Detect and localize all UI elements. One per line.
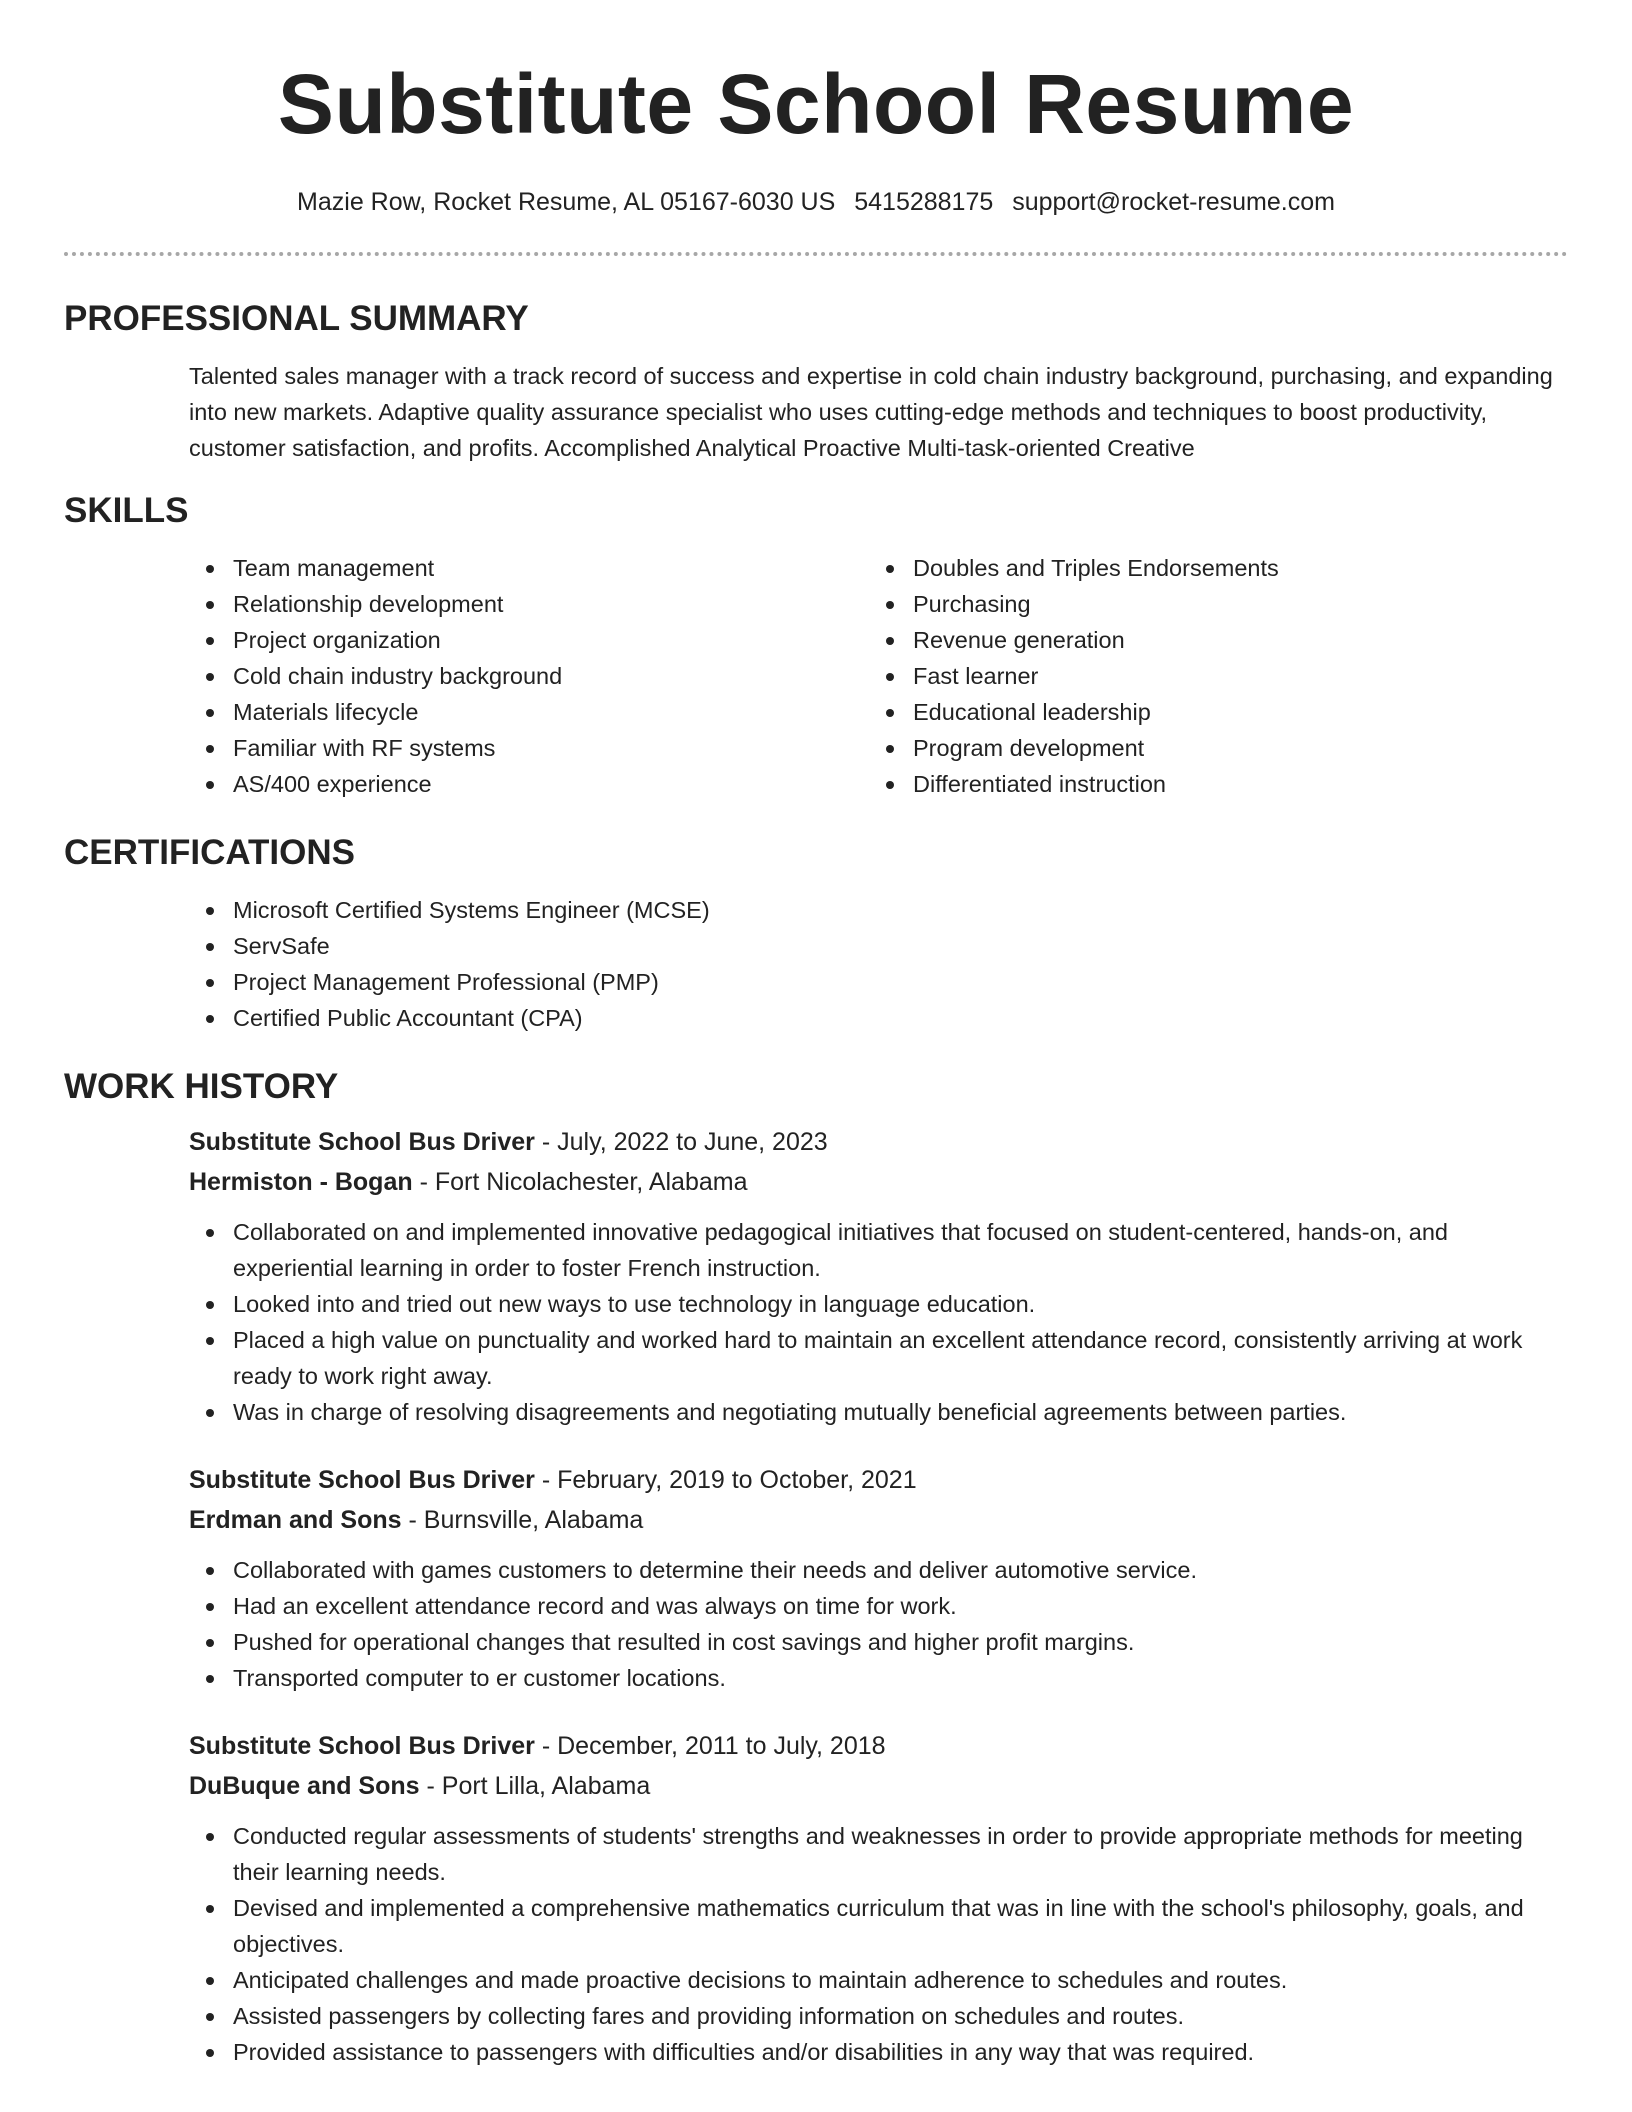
job-duty-item: Anticipated challenges and made proactive decisions to maintain adherence to schedules and routes. bbox=[189, 1962, 1568, 1998]
summary-text: Talented sales manager with a track record of success and expertise in cold chain industry background, purchasing, and expanding into new markets. Adaptive quality assurance specialist who uses cutting-edge methods and techniques to boost productivity, customer satisfaction, and profits. Accomplished Analytical Proactive Multi-task-oriented Creative bbox=[189, 363, 1553, 461]
skill-item: Project organization bbox=[189, 622, 869, 658]
skill-item: Doubles and Triples Endorsements bbox=[869, 550, 1549, 586]
job-duty-item: Conducted regular assessments of students' strengths and weaknesses in order to provide appropriate methods for meeting their learning needs. bbox=[189, 1818, 1568, 1890]
skill-item: Relationship development bbox=[189, 586, 869, 622]
skill-item: Materials lifecycle bbox=[189, 694, 869, 730]
job-duty-item: Had an excellent attendance record and was always on time for work. bbox=[189, 1588, 1568, 1624]
job-title: Substitute School Bus Driver bbox=[189, 1466, 535, 1494]
skill-item: Educational leadership bbox=[869, 694, 1549, 730]
job-dates: - July, 2022 to June, 2023 bbox=[534, 1128, 828, 1156]
job-dates: - December, 2011 to July, 2018 bbox=[534, 1732, 886, 1760]
skills-heading: SKILLS bbox=[64, 491, 189, 530]
job-duty-item: Devised and implemented a comprehensive mathematics curriculum that was in line with the school's philosophy, goals, and objectives. bbox=[189, 1890, 1568, 1962]
skills-column-right bbox=[869, 550, 1549, 802]
job-duty-item: Provided assistance to passengers with difficulties and/or disabilities in any way that was required. bbox=[189, 2034, 1568, 2070]
job-duty-item: Collaborated with games customers to determine their needs and deliver automotive service. bbox=[189, 1552, 1568, 1588]
skill-item: AS/400 experience bbox=[189, 766, 869, 802]
job-entry bbox=[189, 1460, 1568, 1696]
summary-section bbox=[189, 358, 1568, 466]
job-title: Substitute School Bus Driver bbox=[189, 1128, 535, 1156]
skill-item: Differentiated instruction bbox=[869, 766, 1549, 802]
contact-line bbox=[0, 186, 1632, 218]
job-company-line bbox=[189, 1162, 1568, 1202]
job-company-line bbox=[189, 1500, 1568, 1540]
work-history-heading: WORK HISTORY bbox=[64, 1067, 339, 1106]
contact-phone: 5415288175 bbox=[854, 188, 994, 216]
job-title-line bbox=[189, 1460, 1568, 1500]
job-location: - Fort Nicolachester, Alabama bbox=[412, 1168, 748, 1196]
contact-email: support@rocket-resume.com bbox=[1012, 188, 1335, 216]
job-duty-item: Transported computer to er customer locations. bbox=[189, 1660, 1568, 1696]
job-title: Substitute School Bus Driver bbox=[189, 1732, 535, 1760]
skill-item: Team management bbox=[189, 550, 869, 586]
certifications-section bbox=[189, 892, 1568, 1036]
certification-item: Project Management Professional (PMP) bbox=[189, 964, 1568, 1000]
job-title-line bbox=[189, 1122, 1568, 1162]
job-company: Hermiston - Bogan bbox=[189, 1168, 413, 1196]
job-duties bbox=[189, 1818, 1568, 2070]
skill-item: Program development bbox=[869, 730, 1549, 766]
skills-column-left bbox=[189, 550, 869, 802]
header-divider bbox=[64, 252, 1568, 256]
contact-address: Mazie Row, Rocket Resume, AL 05167-6030 US bbox=[297, 188, 836, 216]
job-duty-item: Was in charge of resolving disagreements and negotiating mutually beneficial agreements between parties. bbox=[189, 1394, 1568, 1430]
skill-item: Familiar with RF systems bbox=[189, 730, 869, 766]
job-duty-item: Looked into and tried out new ways to use technology in language education. bbox=[189, 1286, 1568, 1322]
job-entry bbox=[189, 1726, 1568, 2070]
skills-list bbox=[189, 550, 1568, 802]
job-entry bbox=[189, 1122, 1568, 1430]
job-company-line bbox=[189, 1766, 1568, 1806]
skill-item: Purchasing bbox=[869, 586, 1549, 622]
summary-heading: PROFESSIONAL SUMMARY bbox=[64, 299, 529, 338]
job-title-line bbox=[189, 1726, 1568, 1766]
job-duty-item: Assisted passengers by collecting fares and providing information on schedules and routes. bbox=[189, 1998, 1568, 2034]
job-company: DuBuque and Sons bbox=[189, 1772, 420, 1800]
job-duty-item: Placed a high value on punctuality and worked hard to maintain an excellent attendance record, consistently arriving at work ready to work right away. bbox=[189, 1322, 1568, 1394]
resume-title: Substitute School Resume bbox=[277, 57, 1355, 151]
certification-item: ServSafe bbox=[189, 928, 1568, 964]
job-duties bbox=[189, 1552, 1568, 1696]
job-location: - Port Lilla, Alabama bbox=[419, 1772, 651, 1800]
certification-item: Certified Public Accountant (CPA) bbox=[189, 1000, 1568, 1036]
certification-item: Microsoft Certified Systems Engineer (MCSE) bbox=[189, 892, 1568, 928]
skill-item: Fast learner bbox=[869, 658, 1549, 694]
job-duty-item: Collaborated on and implemented innovative pedagogical initiatives that focused on student-centered, hands-on, and experiential learning in order to foster French instruction. bbox=[189, 1214, 1568, 1286]
job-duties bbox=[189, 1214, 1568, 1430]
job-location: - Burnsville, Alabama bbox=[401, 1506, 644, 1534]
job-duty-item: Pushed for operational changes that resulted in cost savings and higher profit margins. bbox=[189, 1624, 1568, 1660]
skill-item: Revenue generation bbox=[869, 622, 1549, 658]
certifications-heading: CERTIFICATIONS bbox=[64, 833, 356, 872]
job-dates: - February, 2019 to October, 2021 bbox=[534, 1466, 917, 1494]
job-company: Erdman and Sons bbox=[189, 1506, 402, 1534]
skill-item: Cold chain industry background bbox=[189, 658, 869, 694]
